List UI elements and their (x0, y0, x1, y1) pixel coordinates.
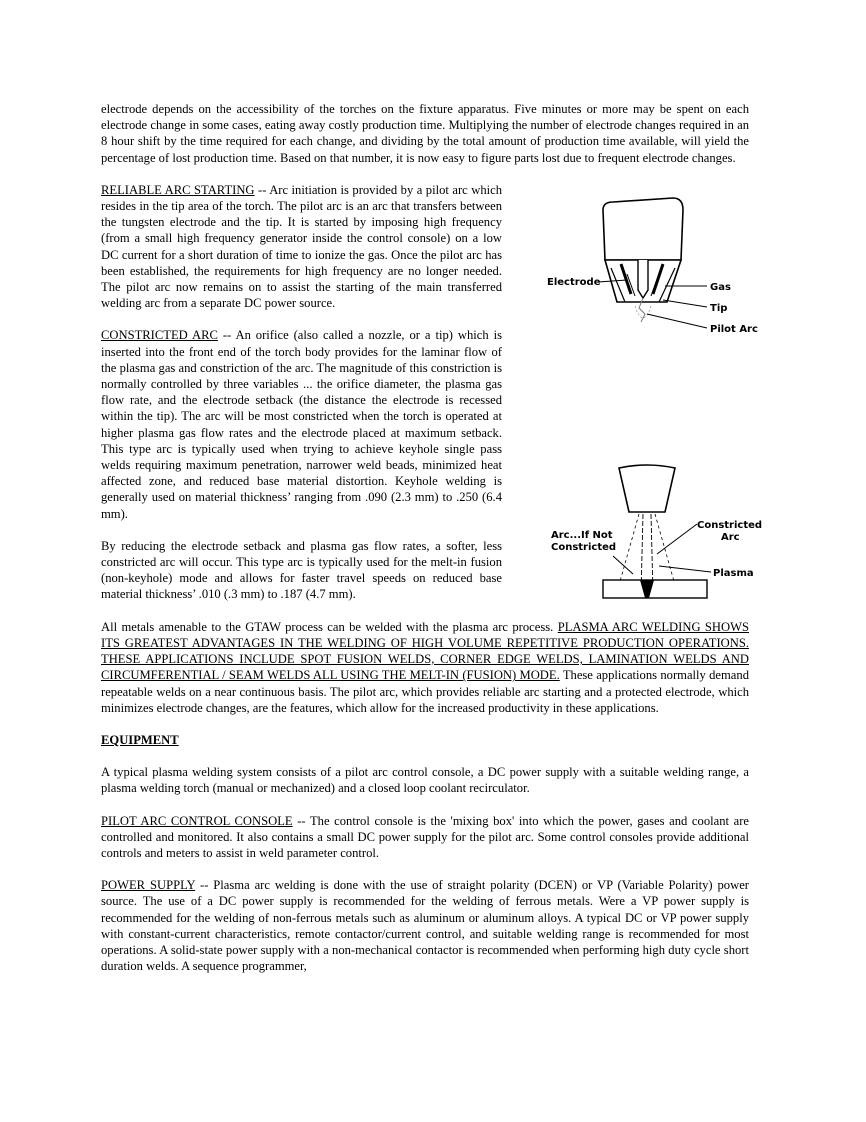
console-paragraph (101, 813, 749, 862)
two-column-section (101, 182, 763, 603)
intro-paragraph: electrode depends on the accessibility of the torches on the fixture apparatus. Five minutes or more may be spent on each electrode change in some cases, eating away costly production time. Multiplying the number of electrode changes required in an 8 hour shift by the time required for each change, and dividing by the total amount of production time available, will yield the percentage of lost production time. Based on that number, it is now easy to figure parts lost due to frequent electrode changes. (101, 102, 749, 165)
console-heading: PILOT ARC CONTROL CONSOLE (101, 813, 293, 828)
reduced-setback-paragraph: By reducing the electrode setback and plasma gas flow rates, a softer, less constricted arc will occur. This type arc is typically used for the melt-in fusion (non-keyhole) mode and allows for faster travel speeds on reduced base material thickness’ .010 (.3 mm) to .187 (4.7 mm). (101, 538, 502, 602)
reliable-arc-heading: RELIABLE ARC STARTING (101, 182, 255, 197)
fig2-constricted-label-1: Constricted (697, 519, 763, 531)
equipment-paragraph: A typical plasma welding system consists of a pilot arc control console, a DC power supply with a suitable welding range, a plasma welding torch (manual or mechanized) and a closed loop coolant recirculator. (101, 765, 749, 796)
equipment-heading: EQUIPMENT (101, 732, 179, 747)
fig1-tip-label: Tip (710, 302, 728, 314)
constricted-arc-paragraph (101, 327, 502, 521)
left-column (101, 182, 502, 603)
constricted-arc-figure (547, 462, 767, 612)
fig1-pilot-arc-label: Pilot Arc (710, 323, 758, 335)
metals-emphasis: PLASMA ARC WELDING SHOWS ITS GREATEST ADVANTAGES IN THE WELDING OF HIGH VOLUME REPETITIVE PRODUCTION OPERATIONS. THESE APPLICATIONS INCLUDE SPOT FUSION WELDS, CORNER EDGE WELDS, LAMINATION WELDS AND CIRCUMFERENTIAL / SEAM WELDS ALL USING THE MELT-IN (FUSION) MODE. (101, 619, 749, 683)
fig2-if-not-label-2: Constricted (551, 541, 617, 553)
constricted-arc-text: -- An orifice (also called a nozzle, or a tip) which is inserted into the front end of the torch body provides for the laminar flow of the plasma gas and constriction of the arc. The magnitude of this constriction is normally controlled by three variables ... the orifice diameter, the plasma gas flow rate, and the electrode setback (the distance the electrode is recessed within the tip). The arc will be most constricted when the torch is operated at higher plasma gas flow rates and the electrode placed at maximum setback. This type arc is typically used when trying to achieve keyhole single pass welds requiring maximum penetration, narrower weld beads, minimized heat affected zone, and reduced base material distortion. Keyhole welding is generally used on material thickness’ ranging from .090 (2.3 mm) to .250 (6.4 mm). (101, 328, 502, 521)
reliable-arc-paragraph (101, 182, 502, 312)
power-supply-heading: POWER SUPPLY (101, 878, 196, 893)
pilot-arc-figure (543, 190, 763, 350)
power-supply-paragraph (101, 877, 749, 974)
fig2-constricted-label-2: Arc (721, 531, 740, 543)
console-text: -- The control console is the 'mixing box' into which the power, gases and coolant are controlled and monitored. It also contains a small DC power supply for the pilot arc. Some control consoles provide additional controls and meters to assist in weld parameter control. (101, 813, 749, 860)
reliable-arc-text: -- Arc initiation is provided by a pilot arc which resides in the tip area of the torch. The pilot arc is an arc that transfers between the tungsten electrode and the tip. It is started by imposing high frequency (from a small high frequency generator inside the control console) on a low DC current for a short duration of time to ionize the gas. Once the pilot arc has been established, the requirements for high frequency are no longer needed. The pilot arc now remains on to assist the starting of the main transferred welding arc from a separate DC power source. (101, 182, 502, 311)
fig1-electrode-label: Electrode (547, 276, 601, 288)
metals-text: All metals amenable to the GTAW process can be welded with the plasma arc process. (101, 619, 558, 634)
metals-paragraph (101, 619, 749, 716)
power-supply-text: -- Plasma arc welding is done with the use of straight polarity (DCEN) or VP (Variable Polarity) power source. The use of a DC power supply is recommended for the welding of ferrous metals. Were a VP power supply is recommended for the welding of non-ferrous metals such as aluminum or aluminum alloys. A typical DC or VP power supply with constant-current characteristics, remote contactor/current control, and suitable welding range is recommended for most operations. A solid-state power supply with a non-mechanical contactor is recommended when performing high duty cycle short duration welds. A sequence programmer, (101, 878, 749, 974)
document-page (101, 101, 763, 974)
metals-rest: These applications normally demand repeatable welds on a near continuous basis. The pilot arc, which provides reliable arc starting and a protected electrode, which minimizes electrode changes, are the features, which allow for the increased productivity in these applications. (101, 668, 749, 715)
fig2-plasma-label: Plasma (713, 567, 754, 579)
constricted-arc-heading: CONSTRICTED ARC (101, 328, 218, 343)
fig1-gas-label: Gas (710, 281, 731, 293)
fig2-if-not-label-1: Arc...If Not (551, 529, 613, 541)
